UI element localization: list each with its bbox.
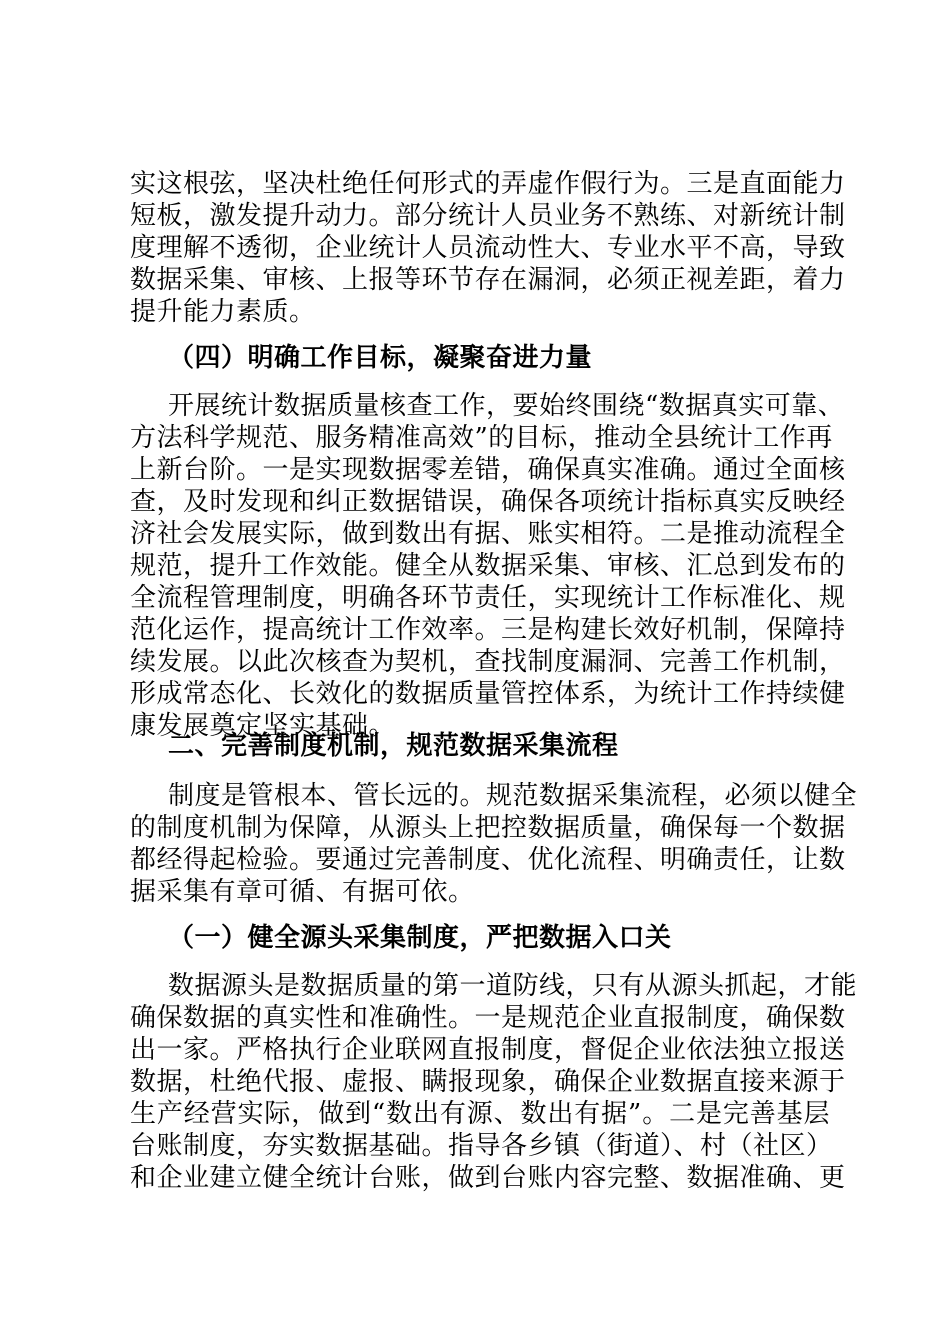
paragraph-line: 实这根弦，坚决杜绝任何形式的弄虚作假行为。三是直面能力: [130, 169, 846, 199]
paragraph-line: 短板，激发提升动力。部分统计人员业务不熟练、对新统计制: [130, 201, 846, 231]
section-heading-4: （四）明确工作目标，凝聚奋进力量: [168, 343, 593, 373]
paragraph-line: 济社会发展实际，做到数出有据、账实相符。二是推动流程全: [130, 519, 846, 549]
paragraph-line: 方法科学规范、服务精准高效”的目标，推动全县统计工作再: [130, 423, 833, 453]
paragraph-line: 数据，杜绝代报、虚报、瞒报现象，确保企业数据直接来源于: [130, 1067, 846, 1097]
paragraph-line: 制度是管根本、管长远的。规范数据采集流程，必须以健全: [168, 781, 858, 811]
paragraph-line: 据采集有章可循、有据可依。: [130, 877, 475, 907]
paragraph-line: 续发展。以此次核查为契机，查找制度漏洞、完善工作机制，: [130, 647, 846, 677]
paragraph-line: 出一家。严格执行企业联网直报制度，督促企业依法独立报送: [130, 1035, 846, 1065]
paragraph-line: 度理解不透彻，企业统计人员流动性大、专业水平不高，导致: [130, 233, 846, 263]
paragraph-line: 确保数据的真实性和准确性。一是规范企业直报制度，确保数: [130, 1003, 846, 1033]
paragraph-line: 开展统计数据质量核查工作，要始终围绕“数据真实可靠、: [168, 391, 845, 421]
paragraph-line: 台账制度，夯实数据基础。指导各乡镇（街道）、村（社区）: [130, 1131, 833, 1161]
paragraph-line: 查，及时发现和纠正数据错误，确保各项统计指标真实反映经: [130, 487, 846, 517]
paragraph-line: 形成常态化、长效化的数据质量管控体系，为统计工作持续健: [130, 679, 846, 709]
paragraph-line: 数据源头是数据质量的第一道防线，只有从源头抓起，才能: [168, 971, 858, 1001]
paragraph-line: 范化运作，提高统计工作效率。三是构建长效好机制，保障持: [130, 615, 846, 645]
paragraph-line: 的制度机制为保障，从源头上把控数据质量，确保每一个数据: [130, 813, 846, 843]
paragraph-line: 生产经营实际，做到“数出有源、数出有据”。二是完善基层: [130, 1099, 830, 1129]
paragraph-line: 规范，提升工作效能。健全从数据采集、审核、汇总到发布的: [130, 551, 846, 581]
paragraph-line: 数据采集、审核、上报等环节存在漏洞，必须正视差距，着力: [130, 265, 846, 295]
paragraph-line: 提升能力素质。: [130, 297, 316, 327]
paragraph-line: 全流程管理制度，明确各环节责任，实现统计工作标准化、规: [130, 583, 846, 613]
paragraph-line: 和企业建立健全统计台账，做到台账内容完整、数据准确、更: [130, 1163, 846, 1193]
paragraph-line: 都经得起检验。要通过完善制度、优化流程、明确责任，让数: [130, 845, 846, 875]
section-heading-2-1: （一）健全源头采集制度，严把数据入口关: [168, 923, 672, 953]
paragraph-line: 上新台阶。一是实现数据零差错，确保真实准确。通过全面核: [130, 455, 846, 485]
paragraph-line: 康发展奠定坚实基础。: [130, 711, 396, 741]
section-heading-2: 二、完善制度机制，规范数据采集流程: [168, 731, 619, 761]
